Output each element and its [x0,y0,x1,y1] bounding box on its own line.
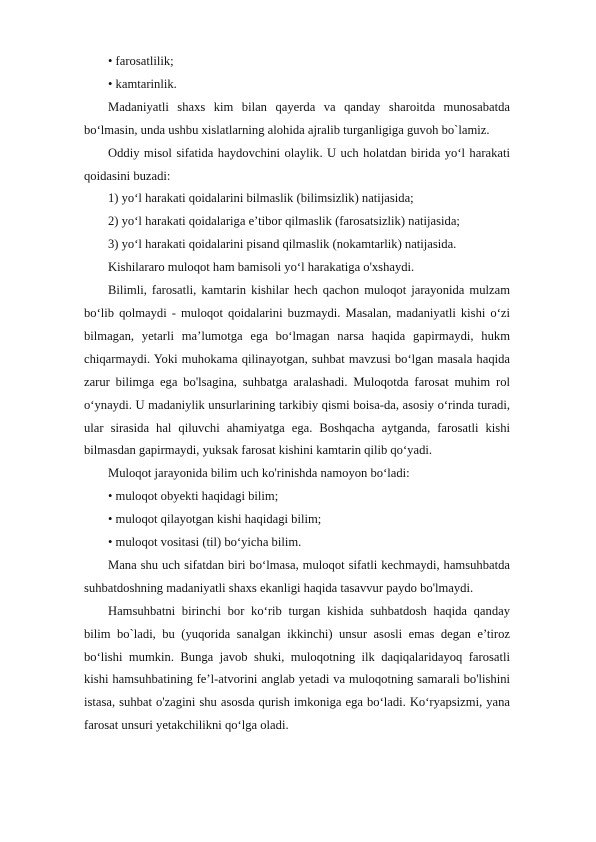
paragraph-madaniyatli-shaxs: Madaniyatli shaxs kim bilan qayerda va qanday sharoitda munosabatda bo‘lmasin, unda ushbu xislatlarning alohida ajralib turganligiga guvoh bo`lamiz. [84,99,510,137]
list-item-bilimsizlik: 1) yo‘l harakati qoidalarini bilmaslik (bilimsizlik) natijasida; [108,191,414,206]
paragraph-kishilararo-muloqot: Kishilararo muloqot ham bamisoli yo‘l harakatiga o'xshaydi. [108,260,415,275]
paragraph-bilim-uch-korinish: Muloqot jarayonida bilim uch ko'rinishda namoyon bo‘ladi: [108,466,410,481]
paragraph-haydovchi-misol: Oddiy misol sifatida haydovchini olaylik. U uch holatdan birida yo‘l harakati qoidasini buzadi: [84,145,510,183]
list-item-farosatsizlik: 2) yo‘l harakati qoidalariga e’tibor qilmaslik (farosatsizlik) natijasida; [108,214,460,229]
document-body [84,50,510,737]
paragraph-uch-sifat: Mana shu uch sifatdan biri bo‘lmasa, muloqot sifatli kechmaydi, hamsuhbatda suhbatdoshning madaniyatli shaxs ekanligi haqida tasavvur paydo bo'lmaydi. [84,557,510,595]
bullet-item-kamtarinlik: • kamtarinlik. [108,76,177,91]
bullet-item-kishi-bilim: • muloqot qilayotgan kishi haqidagi bilim; [108,512,322,527]
paragraph-bilimli-farosatli: Bilimli, farosatli, kamtarin kishilar hech qachon muloqot jarayonida mulzam bo‘lib qolmaydi - muloqot qoidalarini buzmaydi. Masalan, madaniyatli kishi o‘zi bilmagan, yetarli ma’lumotga ega bo‘lmagan narsa haqida gapirmaydi, hukm chiqarmaydi. Yoki muhokama qilinayotgan, suhbat mavzusi bo‘lgan masala haqida zarur bilimga ega bo'lsagina, suhbatga aralashadi. Muloqotda farosat muhim rol o‘ynaydi. U madaniylik unsurlarining tarkibiy qismi boisa-da, asosiy o‘rinda turadi, ular sirasida hal qiluvchi ahamiyatga ega. Boshqacha aytganda, farosatli kishi bilmasdan gapirmaydi, yuksak farosat kishini kamtarin qilib qo‘yadi. [84,283,510,458]
paragraph-hamsuhbat: Hamsuhbatni birinchi bor ko‘rib turgan kishida suhbatdosh haqida qanday bilim bo`ladi, bu (yuqorida sanalgan ikkinchi) unsur asosli emas degan e’tiroz bo‘lishi mumkin. Bunga javob shuki, muloqotning ilk daqiqalaridayoq farosatli kishi hamsuhbatining fe’l-atvorini anglab yetadi va muloqotning samarali bo'lishini istasa, suhbat o'zagini shu asosda qurish imkoniga ega bo‘ladi. Ko‘ryapsizmi, yana farosat unsuri yetakchilikni qo‘lga oladi. [84,603,510,733]
list-item-nokamtarlik: 3) yo‘l harakati qoidalarini pisand qilmaslik (nokamtarlik) natijasida. [108,237,457,252]
bullet-item-vosita-bilim: • muloqot vositasi (til) bo‘yicha bilim. [108,535,302,550]
bullet-item-obyekt-bilim: • muloqot obyekti haqidagi bilim; [108,489,279,504]
bullet-item-farosatlilik: • farosatlilik; [108,54,174,68]
